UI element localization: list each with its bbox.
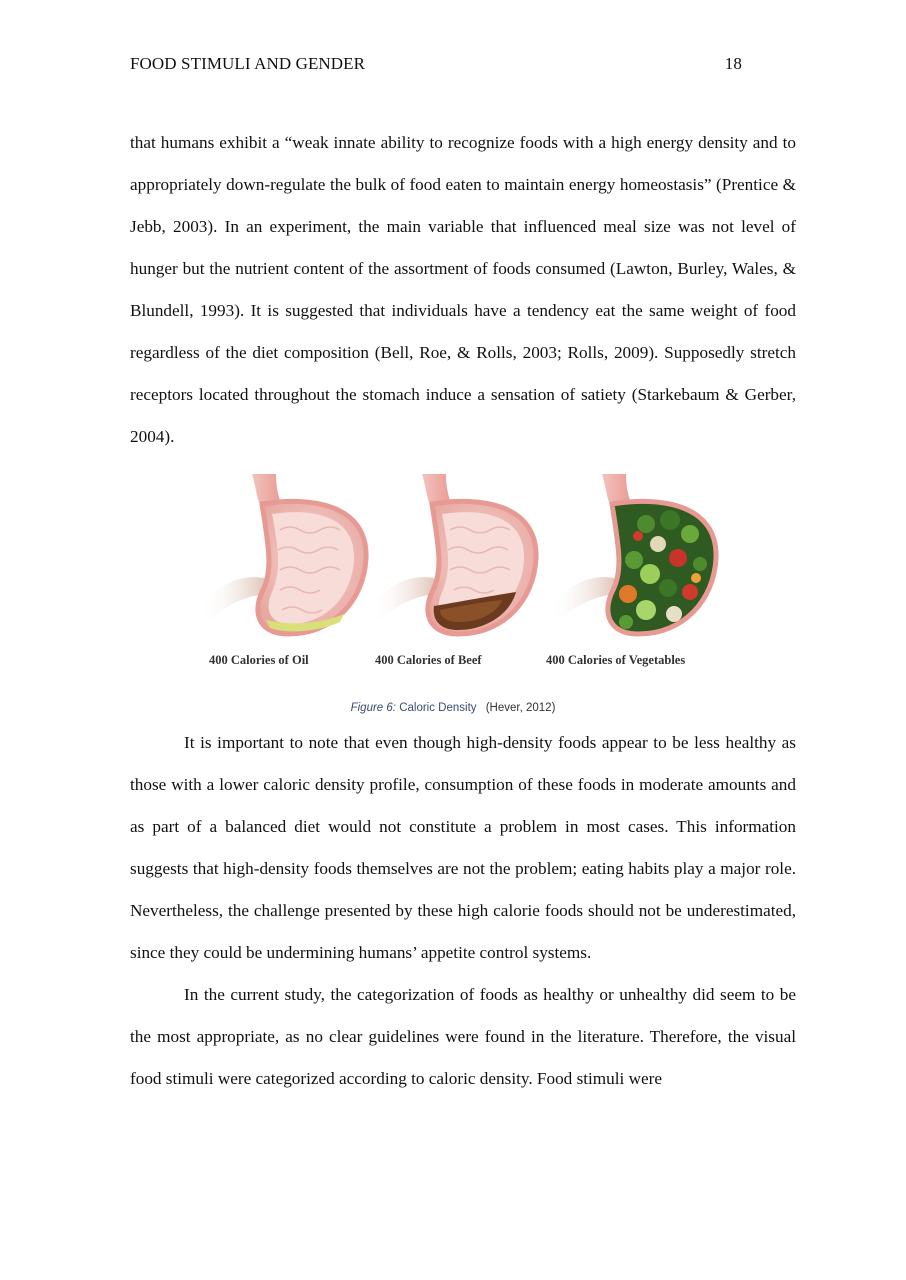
stomach-vegetables-illustration bbox=[546, 474, 716, 667]
figure-label: Figure 6: bbox=[350, 702, 396, 714]
figure-caption bbox=[0, 702, 906, 714]
running-head-title: FOOD STIMULI AND GENDER bbox=[130, 54, 366, 73]
label-oil: 400 Calories of Oil bbox=[209, 653, 309, 667]
running-header bbox=[130, 54, 742, 76]
paragraph-1: that humans exhibit a “weak innate ability to recognize foods with a high energy density and to appropriately down-regulate the bulk of food eaten to maintain energy homeostasis” (Prentice & Jebb, 2003). In an experiment, the main variable that influenced meal size was not level of hunger but the nutrient content of the assortment of foods consumed (Lawton, Burley, Wales, & Blundell, 1993). It is suggested that individuals have a tendency eat the same weight of food regardless of the diet composition (Bell, Roe, & Rolls, 2003; Rolls, 2009). Supposedly stretch receptors located throughout the stomach induce a sensation of satiety (Starkebaum & Gerber, 2004). bbox=[130, 133, 796, 446]
label-vegetables: 400 Calories of Vegetables bbox=[546, 653, 686, 667]
page-number: 18 bbox=[724, 54, 742, 73]
stomach-figure bbox=[200, 474, 720, 674]
label-beef: 400 Calories of Beef bbox=[375, 653, 482, 667]
stomach-illustration bbox=[200, 474, 720, 674]
stomach-beef-illustration bbox=[370, 474, 536, 667]
figure-citation: (Hever, 2012) bbox=[485, 702, 556, 714]
paragraph-2: It is important to note that even though high-density foods appear to be less healthy as those with a lower caloric density profile, consumption of these foods in moderate amounts and as part of a balanced diet would not constitute a problem in most cases. This information suggests that high-density foods themselves are not the problem; eating habits play a major role. Nevertheless, the challenge presented by these high calorie foods should not be underestimated, since they could be undermining humans’ appetite control systems. bbox=[130, 733, 796, 962]
figure-caption-text: Caloric Density bbox=[399, 702, 477, 714]
paragraph-3: In the current study, the categorization of foods as healthy or unhealthy did seem to be the most appropriate, as no clear guidelines were found in the literature. Therefore, the visual food stimuli were categorized according to caloric density. Food stimuli were bbox=[130, 985, 796, 1088]
stomach-oil-illustration bbox=[200, 474, 366, 667]
